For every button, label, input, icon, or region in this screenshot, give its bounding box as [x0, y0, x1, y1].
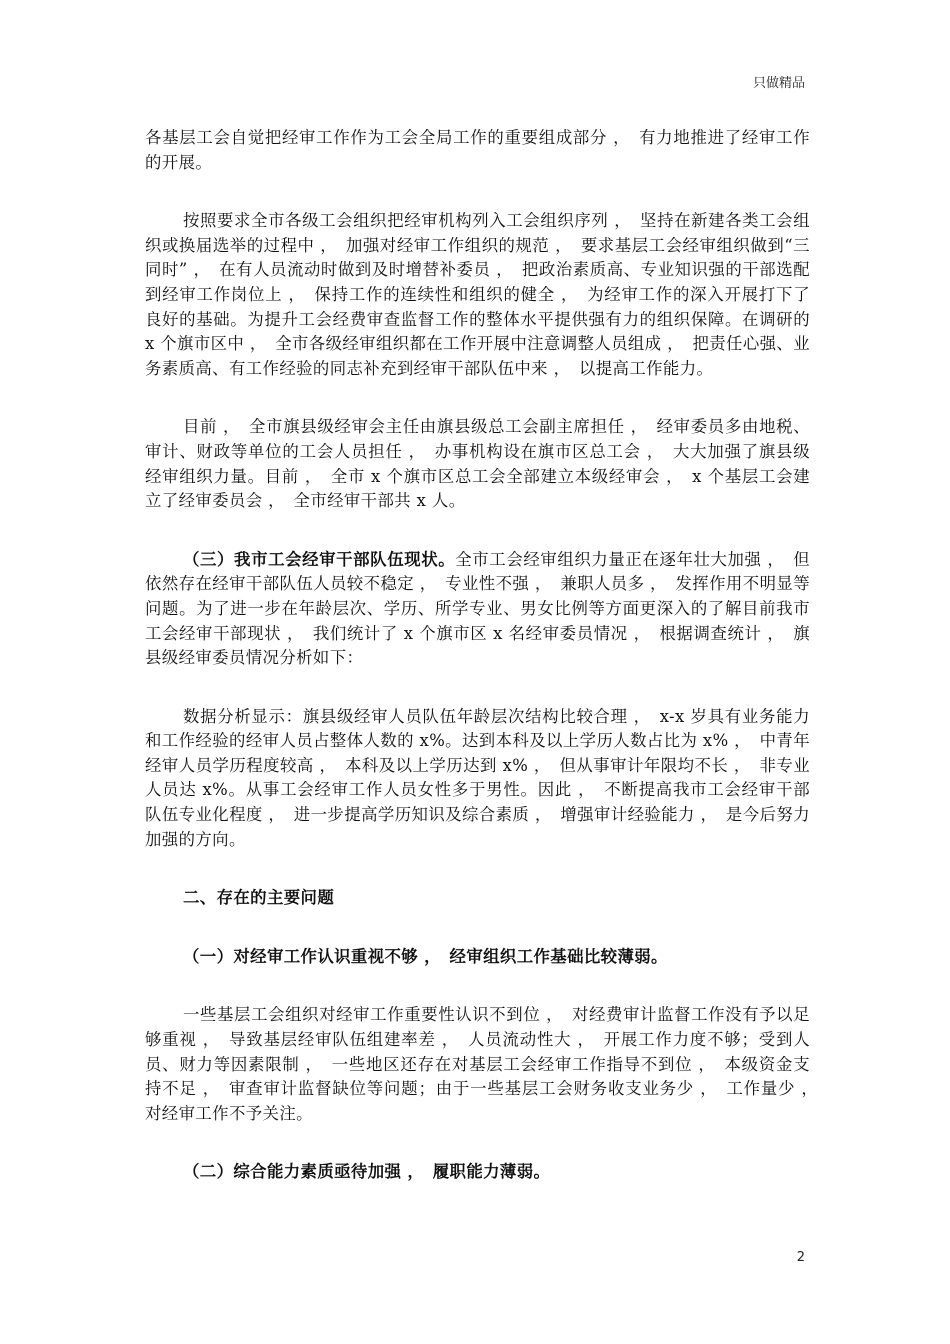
- paragraph-2: 按照要求全市各级工会组织把经审机构列入工会组织序列 ， 坚持在新建各类工会组织或换届选举的过程中 ， 加强对经审工作组织的规范 ， 要求基层工会经审组织做到“三同时” ， 在有人员流动时做到及时增替补委员 ， 把政治素质高、专业知识强的干部选配到经审工作岗位上 ， 保持工作的连续性和组织的健全 ， 为经审工作的深入开展打下了良好的基础。为提升工会经费审查监督工作的整体水平提供强有力的组织保障。在调研的 x 个旗市区中 ， 全市各级经审组织都在工作开展中注意调整人员组成 ， 把责任心强、业务素质高、有工作经验的同志补充到经审干部队伍中来 ， 以提高工作能力。: [145, 211, 810, 378]
- paragraph-4: [145, 548, 810, 671]
- paragraph-3: 目前 ， 全市旗县级经审会主任由旗县级总工会副主席担任 ， 经审委员多由地税、审计、财政等单位的工会人员担任 ， 办事机构设在旗市区总工会 ， 大大加强了旗县级经审组织力量。目前 ， 全市 x 个旗市区总工会全部建立本级经审会 ， x 个基层工会建立了经审委员会 ， 全市经审干部共 x 人。: [145, 417, 810, 511]
- section-heading-3: （三）我市工会经审干部队伍现状。: [183, 549, 456, 569]
- page-number: 2: [796, 1250, 805, 1265]
- document-body: [145, 126, 827, 1185]
- paragraph-4-body: 全市工会经审组织力量正在逐年壮大加强 ， 但依然存在经审干部队伍人员较不稳定 ， 专业性不强 ， 兼职人员多 ， 发挥作用不明显等问题。为了进一步在年龄层次、学历、所学专业、男女比例等方面更深入的了解目前我市工会经审干部现状 ， 我们统计了 x 个旗市区 x 名经审委员情况 ， 根据调查统计 ， 旗县级经审委员情况分析如下：: [145, 549, 811, 668]
- page-header: 只做精品: [752, 76, 805, 91]
- subsection-heading-1: （一）对经审工作认识重视不够 ， 经审组织工作基础比较薄弱。: [183, 946, 668, 966]
- subsection-heading-2: （二）综合能力素质亟待加强 ， 履职能力薄弱。: [183, 1162, 551, 1182]
- paragraph-1: 各基层工会自觉把经审工作作为工会全局工作的重要组成部分 ， 有力地推进了经审工作的开展。: [145, 128, 810, 172]
- section-heading-main-problems: 二、存在的主要问题: [183, 888, 335, 908]
- paragraph-6: 一些基层工会组织对经审工作重要性认识不到位 ， 对经费审计监督工作没有予以足够重视 ， 导致基层经审队伍组建率差 ， 人员流动性大 ， 开展工作力度不够；受到人员、财力等因素限制 ， 一些地区还存在对基层工会经审工作指导不到位 ， 本级资金支持不足 ， 审查审计监督缺位等问题；由于一些基层工会财务收支业务少 ， 工作量少 ， 对经审工作不予关注。: [145, 1005, 827, 1123]
- paragraph-5: 数据分析显示：旗县级经审人员队伍年龄层次结构比较合理 ， x-x 岁具有业务能力和工作经验的经审人员占整体人数的 x%。达到本科及以上学历人数占比为 x% ， 中青年经审人员学历程度较高 ， 本科及以上学历达到 x% ， 但从事审计年限均不长 ， 非专业人员达 x%。从事工会经审工作人员女性多于男性。因此 ， 不断提高我市工会经审干部队伍专业化程度 ， 进一步提高学历知识及综合素质 ， 增强审计经验能力 ， 是今后努力加强的方向。: [145, 706, 810, 849]
